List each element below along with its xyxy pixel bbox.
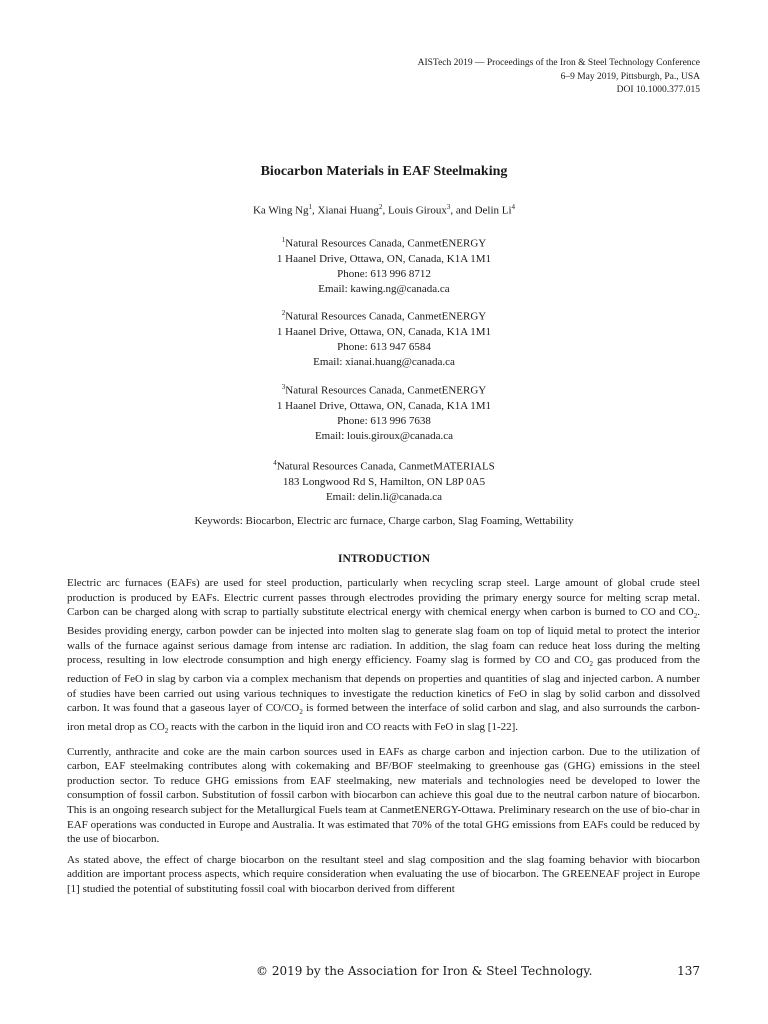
- affil-phone: Phone: 613 947 6584: [337, 340, 431, 353]
- affil-email: Email: louis.giroux@canada.ca: [314, 429, 454, 442]
- author-separator: ,: [312, 204, 318, 217]
- page-number: 137: [677, 964, 700, 978]
- subscript: 2: [299, 708, 303, 717]
- author-name: Delin Li: [474, 204, 512, 217]
- affil-email: Email: kawing.ng@canada.ca: [318, 282, 450, 295]
- subscript: 2: [164, 727, 169, 736]
- author-affil-marker: 4: [511, 203, 516, 211]
- paragraph: As stated above, the effect of charge biocarbon on the resultant steel and slag composition and the slag foaming behavior with biocarbon addition are important process aspects, which require consideration when evaluating the use of biocarbon. The GREENEAF project in Europe [1] studied the potential of substituting fossil coal with biocarbon derived from different: [67, 853, 700, 896]
- author-separator: ,: [382, 204, 388, 217]
- affil-marker: 4: [273, 459, 277, 467]
- subscript: 2: [589, 660, 594, 669]
- paragraph-text: is formed between the interface of solid carbon and slag, and also surrounds the carbon-iron metal drop as CO: [67, 702, 700, 733]
- body-text: [67, 576, 700, 903]
- keywords: Keywords: Biocarbon, Electric arc furnace, Charge carbon, Slag Foaming, Wettability: [194, 515, 574, 527]
- affiliation-3: [0, 380, 768, 444]
- conference-name: AISTech 2019 — Proceedings of the Iron & Steel Technology Conference: [417, 58, 700, 68]
- affiliation-1: [0, 233, 768, 297]
- paragraph-text: . Besides providing energy, carbon powder can be injected into molten slag to generate slag foam on top of liquid metal to protect the interior walls of the furnace against serious damage from intense arc radiation. In addition, the slag foam can reduce heat loss during the melting process, resulting in low electrode consumption and high energy efficiency. Foamy slag is formed by CO and CO: [67, 606, 700, 667]
- affil-email: Email: xianai.huang@canada.ca: [313, 355, 455, 368]
- affil-org: Natural Resources Canada, CanmetENERGY: [285, 310, 487, 323]
- affil-marker: 2: [281, 309, 286, 317]
- affil-org: Natural Resources Canada, CanmetENERGY: [285, 384, 487, 397]
- author-name: Xianai Huang: [317, 204, 379, 217]
- copyright-notice: © 2019 by the Association for Iron & Steel Technology.: [256, 964, 593, 978]
- author-name: Louis Giroux: [387, 204, 447, 217]
- author-affil-marker: 1: [308, 203, 313, 211]
- paper-title: Biocarbon Materials in EAF Steelmaking: [260, 164, 508, 179]
- paragraph-text: gas produced from the reduction of FeO in slag by carbon via a complex mechanism that depends on properties and quantities of slag and injected carbon. A number of studies have been carried out using various techniques to investigate the reduction kinetics of FeO in slag by solid carbon and dissolved carbon. It was found that a gaseous layer of CO/CO: [67, 654, 700, 715]
- author-affil-marker: 2: [378, 203, 383, 211]
- affil-org: Natural Resources Canada, CanmetENERGY: [285, 237, 487, 250]
- affil-marker: 3: [281, 383, 286, 391]
- conference-dates: 6–9 May 2019, Pittsburgh, Pa., USA: [560, 71, 700, 82]
- affil-address: 183 Longwood Rd S, Hamilton, ON L8P 0A5: [282, 475, 486, 488]
- affil-address: 1 Haanel Drive, Ottawa, ON, Canada, K1A 1M1: [276, 252, 492, 265]
- affil-org: Natural Resources Canada, CanmetMATERIALS: [276, 460, 495, 473]
- paragraph: [67, 576, 700, 739]
- subscript: 2: [693, 612, 698, 621]
- affil-marker: 1: [281, 236, 286, 244]
- affiliation-2: [0, 306, 768, 370]
- paragraph: Currently, anthracite and coke are the main carbon sources used in EAFs as charge carbon and injection carbon. Due to the utilization of carbon, EAF steelmaking contributes along with cokemaking and BF/BOF steelmaking to greenhouse gas (GHG) emissions in the steel production sector. To reduce GHG emissions from EAF steelmaking, new materials and technologies need be developed to lower the consumption of fossil carbon. Substitution of fossil carbon with biocarbon can achieve this goal due to the neutral carbon nature of biocarbon. This is an ongoing research subject for the Metallurgical Fuels team at CanmetENERGY-Ottawa. Preliminary research on the use of bio-char in EAF operations was conducted in Europe and Australia. It was estimated that 70% of the total GHG emissions from EAFs could be reduced by the use of biocarbon.: [67, 745, 700, 846]
- section-heading-introduction: INTRODUCTION: [337, 553, 430, 565]
- affil-email: Email: delin.li@canada.ca: [325, 490, 443, 503]
- author-separator: , and: [450, 204, 475, 217]
- author-name: Ka Wing Ng: [252, 204, 309, 217]
- conference-header: [418, 57, 700, 98]
- paragraph-text: Electric arc furnaces (EAFs) are used for steel production, particularly when recycling scrap steel. Large amount of global crude steel production is produced by EAFs. Electric current passes through electrodes providing the primary energy source for melting scrap metal. Carbon can be charged along with scrap to partially substitute electrical energy with chemical energy when carbon is burned to CO and CO: [67, 577, 700, 619]
- affil-address: 1 Haanel Drive, Ottawa, ON, Canada, K1A 1M1: [276, 399, 492, 412]
- paragraph-text: reacts with the carbon in the liquid iron and CO reacts with FeO in slag [1-22].: [168, 720, 519, 733]
- author-affil-marker: 3: [446, 203, 451, 211]
- doi: DOI 10.1000.377.015: [616, 85, 700, 95]
- author-list: [0, 203, 768, 217]
- affil-phone: Phone: 613 996 7638: [337, 414, 431, 427]
- affil-phone: Phone: 613 996 8712: [337, 267, 431, 280]
- affil-address: 1 Haanel Drive, Ottawa, ON, Canada, K1A 1M1: [276, 325, 492, 338]
- affiliation-4: [0, 456, 768, 505]
